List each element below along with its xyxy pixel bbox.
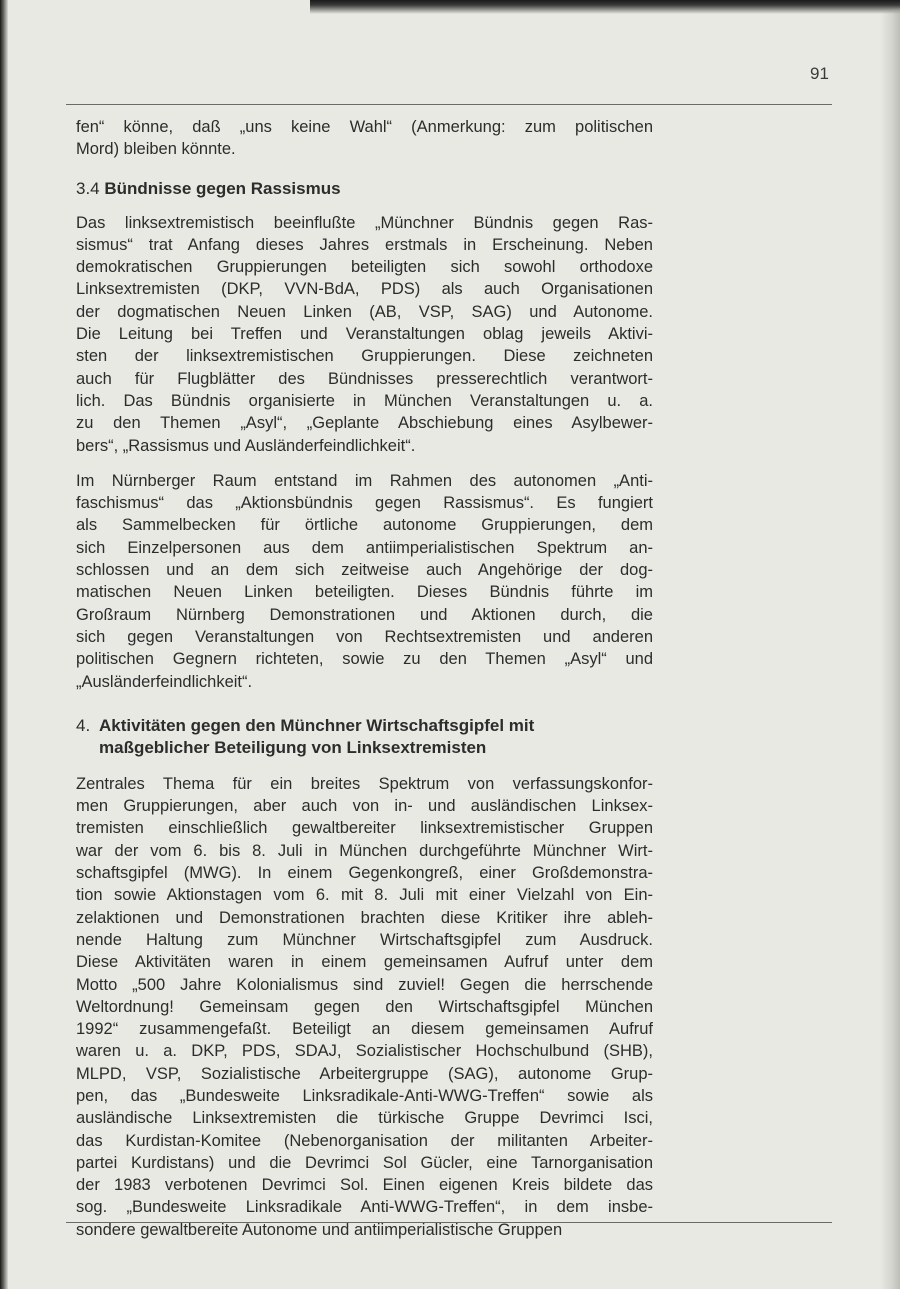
section-3-4-heading <box>76 178 653 200</box>
section-3-4-paragraph-2 <box>76 470 653 693</box>
text-line: matischen Neuen Linken beteiligten. Dieses Bündnis führte im <box>76 583 653 602</box>
text-line: nende Haltung zum Münchner Wirtschaftsgipfel zum Ausdruck. <box>76 930 653 949</box>
text-line: zu den Themen „Asyl“, „Geplante Abschiebung eines Asylbewer- <box>76 414 653 433</box>
section-4-heading <box>76 715 653 759</box>
section-title <box>99 715 653 759</box>
text-line: schlossen und an dem sich zeitweise auch Angehörige der dog- <box>76 561 653 580</box>
text-line: lich. Das Bündnis organisierte in München Veranstaltungen u. a. <box>76 391 653 410</box>
text-line: schaftsgipfel (MWG). In einem Gegenkongreß, einer Großdemonstra- <box>76 864 653 883</box>
text-line: tremisten einschließlich gewaltbereiter linksextremistischer Gruppen <box>76 819 653 838</box>
text-line: als Sammelbecken für örtliche autonome Gruppierungen, dem <box>76 516 653 535</box>
text-line: bers“, „Rassismus und Ausländerfeindlichkeit“. <box>76 436 416 455</box>
text-line: men Gruppierungen, aber auch von in- und ausländischen Linksex- <box>76 797 653 816</box>
text-line: Zentrales Thema für ein breites Spektrum von verfassungskonfor- <box>76 774 653 793</box>
text-line: Im Nürnberger Raum entstand im Rahmen des autonomen „Anti- <box>76 471 653 490</box>
text-line: sog. „Bundesweite Linksradikale Anti-WWG-Treffen“, in dem insbe- <box>76 1198 653 1217</box>
section-title: Bündnisse gegen Rassismus <box>104 178 341 198</box>
scan-binding-edge <box>0 0 8 1289</box>
text-line: faschismus“ das „Aktionsbündnis gegen Rassismus“. Es fungiert <box>76 494 653 513</box>
page-number: 91 <box>810 64 829 83</box>
text-line: der 1983 verbotenen Devrimci Sol. Einen eigenen Kreis bildete das <box>76 1176 653 1195</box>
text-line: „Ausländerfeindlichkeit“. <box>76 672 253 691</box>
text-line: der dogmatischen Neuen Linken (AB, VSP, SAG) und Autonome. <box>76 302 653 321</box>
text-line: sismus“ trat Anfang dieses Jahres erstmals in Erscheinung. Neben <box>76 235 653 254</box>
section-title-line-1: Aktivitäten gegen den Münchner Wirtschaftsgipfel mit <box>99 715 535 735</box>
section-number: 3.4 <box>76 178 100 198</box>
text-line: Motto „500 Jahre Kolonialismus sind zuviel! Gegen die herrschende <box>76 975 653 994</box>
section-3-4-paragraph-1 <box>76 212 653 457</box>
text-line: MLPD, VSP, Sozialistische Arbeitergruppe (SAG), autonome Grup- <box>76 1064 653 1083</box>
text-line: auch für Flugblätter des Bündnisses presserechtlich verantwort- <box>76 369 653 388</box>
text-line: Großraum Nürnberg Demonstrationen und Aktionen durch, die <box>76 605 653 624</box>
text-line: war der vom 6. bis 8. Juli in München durchgeführte Münchner Wirt- <box>76 841 653 860</box>
scan-right-shadow <box>880 0 900 1289</box>
section-title-line-2: maßgeblicher Beteiligung von Linksextremisten <box>99 737 487 757</box>
text-line: demokratischen Gruppierungen beteiligten sich sowohl orthodoxe <box>76 258 653 277</box>
text-line: pen, das „Bundesweite Linksradikale-Anti-WWG-Treffen“ sowie als <box>76 1086 653 1105</box>
text-line: waren u. a. DKP, PDS, SDAJ, Sozialistischer Hochschulbund (SHB), <box>76 1042 653 1061</box>
text-line: Das linksextremistisch beeinflußte „Münchner Bündnis gegen Ras- <box>76 213 653 232</box>
text-line: sich gegen Veranstaltungen von Rechtsextremisten und anderen <box>76 627 653 646</box>
text-line: sondere gewaltbereite Autonome und antiimperialistische Gruppen <box>76 1220 563 1239</box>
intro-paragraph <box>76 116 653 161</box>
text-line: ausländische Linksextremisten die türkische Gruppe Devrimci Isci, <box>76 1109 653 1128</box>
text-line: 1992“ zusammengefaßt. Beteiligt an diesem gemeinsamen Aufruf <box>76 1020 653 1039</box>
text-line: sten der linksextremistischen Gruppierungen. Diese zeichneten <box>76 347 653 366</box>
text-line: Die Leitung bei Treffen und Veranstaltungen oblag jeweils Aktivi- <box>76 325 653 344</box>
section-number: 4. <box>76 715 91 735</box>
text-line: das Kurdistan-Komitee (Nebenorganisation der militanten Arbeiter- <box>76 1131 653 1150</box>
text-line: Mord) bleiben könnte. <box>76 140 236 159</box>
page-body <box>76 116 653 1241</box>
footer-rule <box>66 1222 832 1223</box>
text-line: fen“ könne, daß „uns keine Wahl“ (Anmerkung: zum politischen <box>76 118 653 136</box>
text-line: partei Kurdistans) und die Devrimci Sol Gücler, eine Tarnorganisation <box>76 1153 653 1172</box>
text-line: Weltordnung! Gemeinsam gegen den Wirtschaftsgipfel München <box>76 997 653 1016</box>
text-line: tion sowie Aktionstagen vom 6. mit 8. Juli mit einer Vielzahl von Ein- <box>76 886 653 905</box>
text-line: politischen Gegnern richteten, sowie zu den Themen „Asyl“ und <box>76 650 653 669</box>
text-line: sich Einzelpersonen aus dem antiimperialistischen Spektrum an- <box>76 538 653 557</box>
text-line: Diese Aktivitäten waren in einem gemeinsamen Aufruf unter dem <box>76 953 653 972</box>
scan-top-edge <box>310 0 900 14</box>
text-line: zelaktionen und Demonstrationen brachten diese Kritiker ihre ableh- <box>76 908 653 927</box>
header-rule <box>66 104 832 105</box>
text-line: Linksextremisten (DKP, VVN-BdA, PDS) als auch Organisationen <box>76 280 653 299</box>
section-4-paragraph-1 <box>76 773 653 1241</box>
